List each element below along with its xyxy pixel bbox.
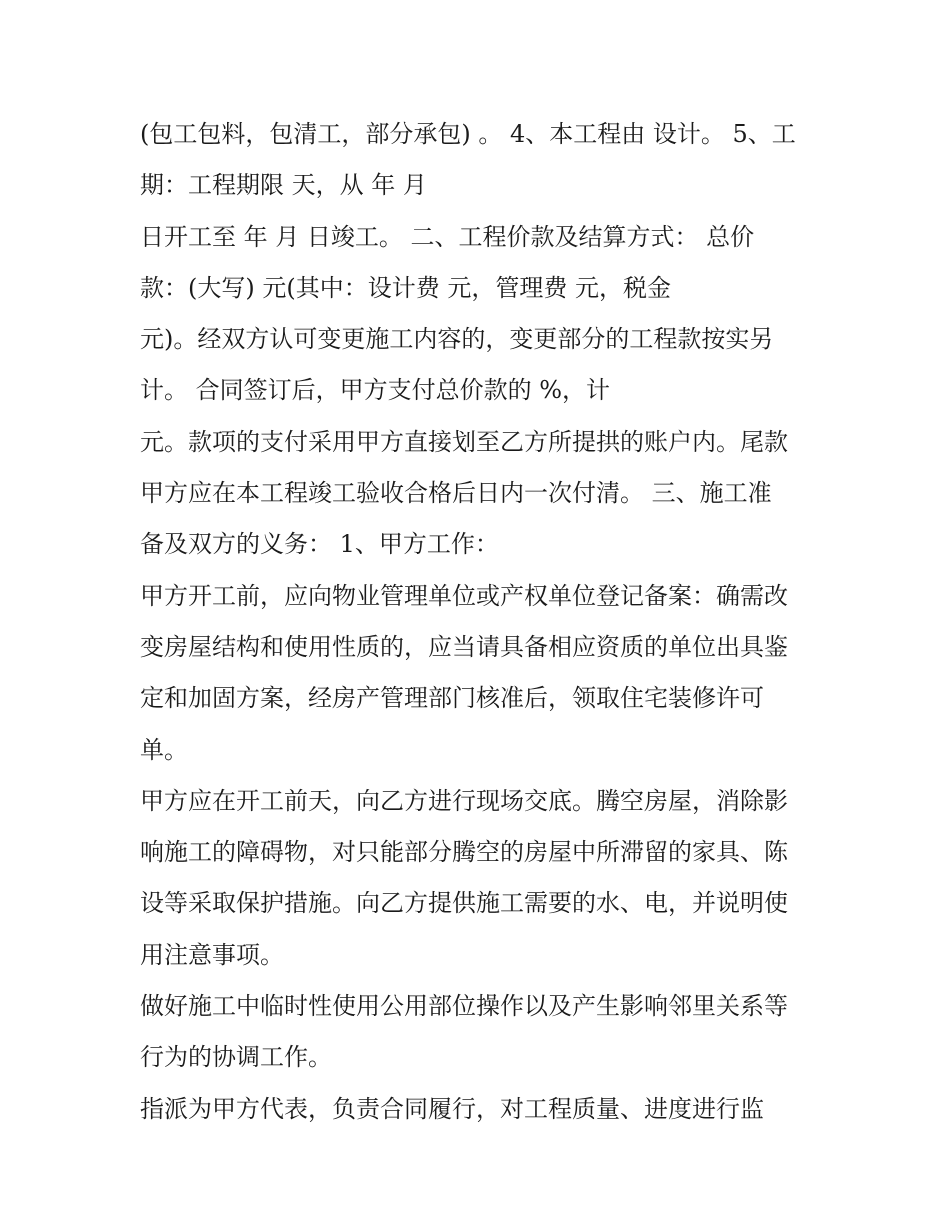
text-line: 款：(大写) 元(其中：设计费 元，管理费 元，税金 bbox=[140, 273, 671, 302]
text-line: 变房屋结构和使用性质的，应当请具备相应资质的单位出具鉴 bbox=[140, 632, 788, 661]
text-line: 元)。经双方认可变更施工内容的，变更部分的工程款按实另 bbox=[140, 325, 774, 354]
text-line: 做好施工中临时性使用公用部位操作以及产生影响邻里关系等 bbox=[140, 992, 788, 1021]
text-line: 计。 合同签订后，甲方支付总价款的 %，计 bbox=[140, 376, 611, 405]
text-line: 指派为甲方代表，负责合同履行，对工程质量、进度进行监 bbox=[140, 1094, 764, 1123]
text-line: 用注意事项。 bbox=[140, 940, 284, 969]
text-line: 设等采取保护措施。向乙方提供施工需要的水、电，并说明使 bbox=[140, 889, 788, 918]
text-line: 日开工至 年 月 日竣工。 二、工程价款及结算方式： 总价 bbox=[140, 222, 755, 251]
text-line: 甲方应在开工前天，向乙方进行现场交底。腾空房屋，消除影 bbox=[140, 786, 788, 815]
text-line: (包工包料，包清工，部分承包) 。 4、本工程由 设计。 5、工 bbox=[140, 120, 796, 148]
text-line: 甲方应在本工程竣工验收合格后日内一次付清。 三、施工准 bbox=[140, 479, 772, 508]
text-line: 甲方开工前，应向物业管理单位或产权单位登记备案：确需改 bbox=[140, 581, 788, 610]
document-body bbox=[140, 109, 830, 1135]
text-line: 行为的协调工作。 bbox=[140, 1043, 332, 1072]
text-line: 元。款项的支付采用甲方直接划至乙方所提拱的账户内。尾款 bbox=[140, 427, 788, 456]
text-line: 定和加固方案，经房产管理部门核准后，领取住宅装修许可 bbox=[140, 684, 764, 713]
text-line: 备及双方的义务： 1、甲方工作： bbox=[140, 530, 499, 559]
text-line: 响施工的障碍物，对只能部分腾空的房屋中所滞留的家具、陈 bbox=[140, 838, 788, 867]
text-line: 单。 bbox=[140, 735, 188, 764]
text-line: 期：工程期限 天，从 年 月 bbox=[140, 171, 427, 200]
